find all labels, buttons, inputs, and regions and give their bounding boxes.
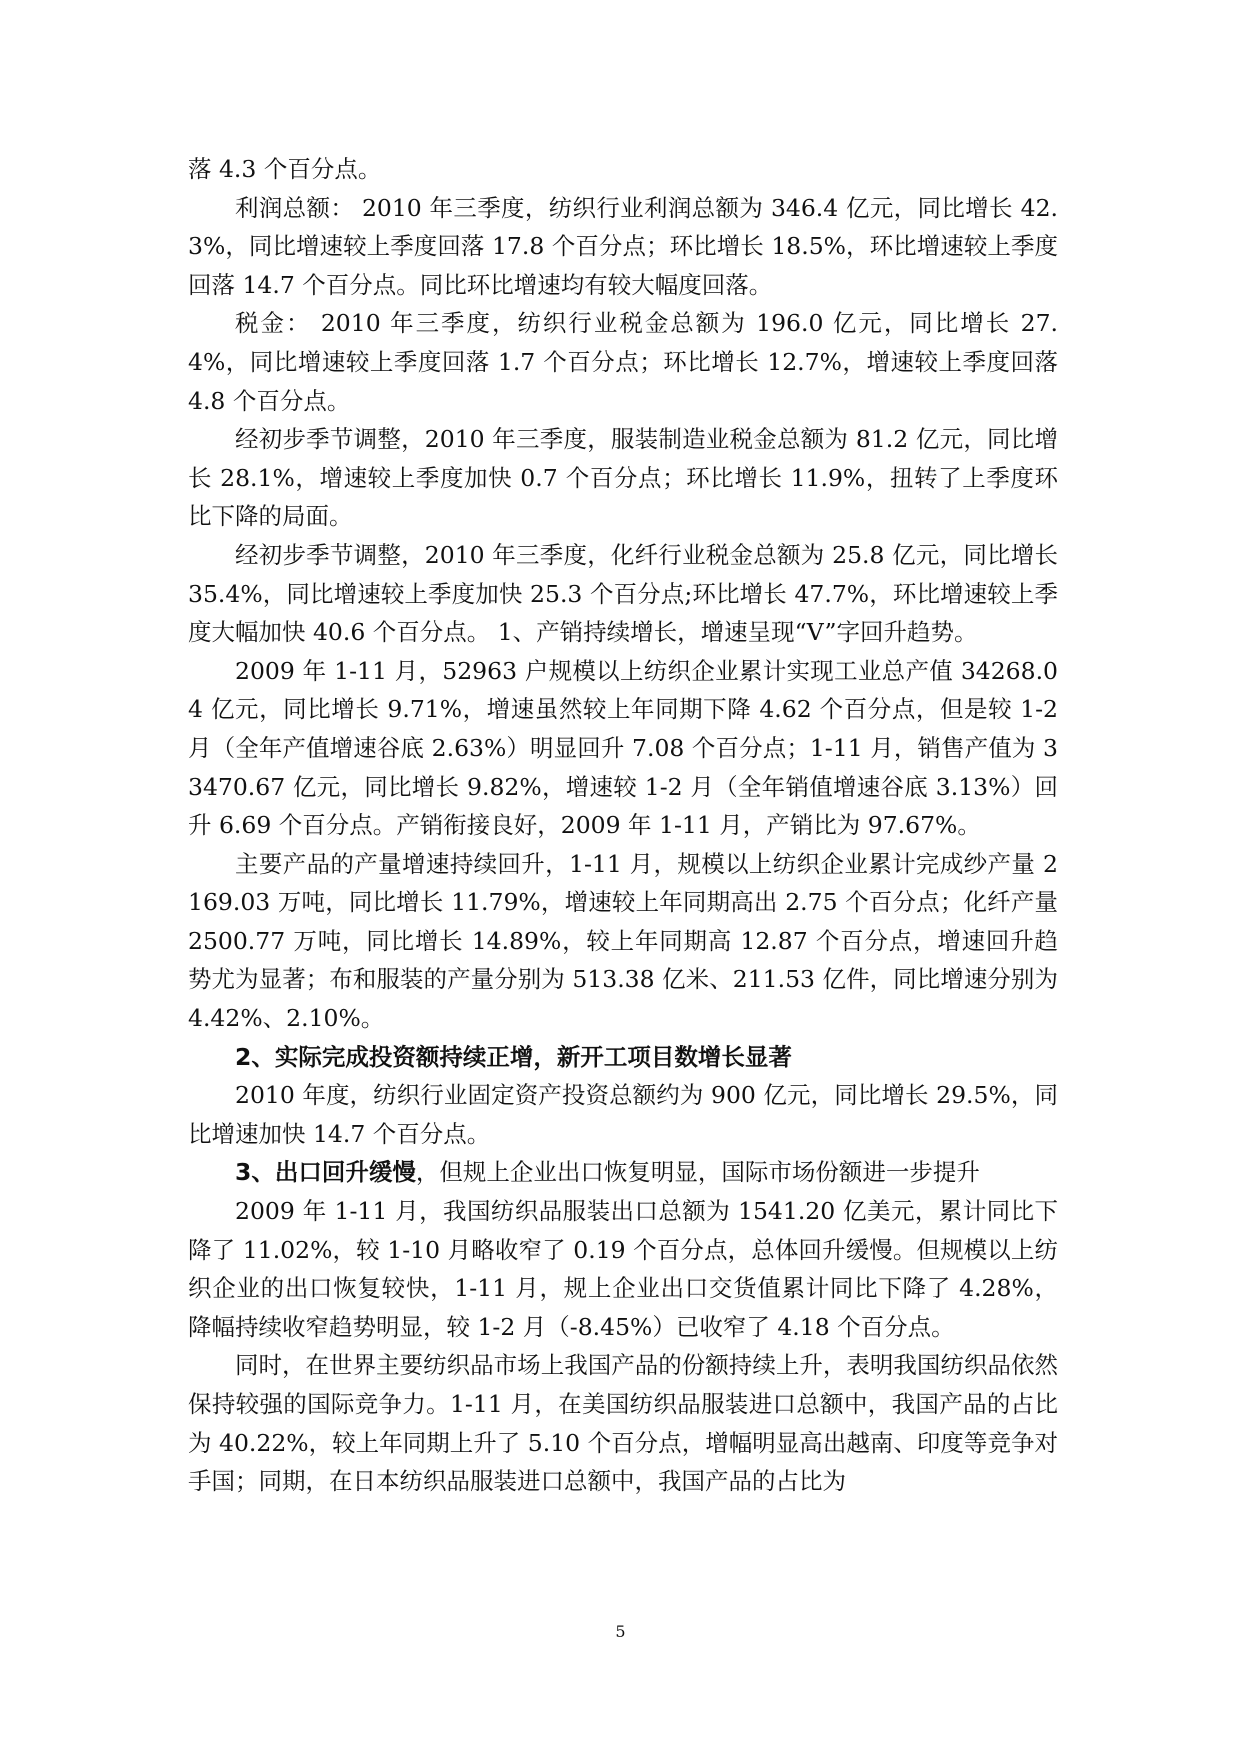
section-heading-export-rest: ，但规上企业出口恢复明显，国际市场份额进一步提升 xyxy=(415,1158,980,1187)
page-number: 5 xyxy=(615,1622,626,1641)
section-heading-export-bold: 3、出口回升缓慢 xyxy=(235,1158,416,1187)
paragraph-profit: 利润总额： 2010 年三季度，纺织行业利润总额为 346.4 亿元，同比增长 42.3%，同比增速较上季度回落 17.8 个百分点；环比增长 18.5%，环比增速较上季度回落 14.7 个百分点。同比环比增速均有较大幅度回落。 xyxy=(188,193,1058,299)
section-heading-export xyxy=(188,1153,1058,1192)
section-heading-investment: 2、实际完成投资额持续正增，新开工项目数增长显著 xyxy=(235,1042,792,1071)
paragraph-market-share: 同时，在世界主要纺织品市场上我国产品的份额持续上升，表明我国纺织品依然保持较强的国际竞争力。1-11 月，在美国纺织品服装进口总额中，我国产品的占比为 40.22%，较上年同期上升了 5.10 个百分点，增幅明显高出越南、印度等竞争对手国；同期，在日本纺织品服装进口总额中，我国产品的占比为 xyxy=(188,1351,1058,1496)
paragraph-continuation: 落 4.3 个百分点。 xyxy=(188,155,382,183)
document-body xyxy=(188,150,1058,1501)
paragraph-apparel-tax: 经初步季节调整，2010 年三季度，服装制造业税金总额为 81.2 亿元，同比增长 28.1%，增速较上季度加快 0.7 个百分点；环比增长 11.9%，扭转了上季度环比下降的局面。 xyxy=(188,425,1058,531)
paragraph-product-output: 主要产品的产量增速持续回升，1-11 月，规模以上纺织企业累计完成纱产量 2169.03 万吨，同比增长 11.79%，增速较上年同期高出 2.75 个百分点；化纤产量 2500.77 万吨，同比增长 14.89%，较上年同期高 12.87 个百分点，增速回升趋势尤为显著；布和服装的产量分别为 513.38 亿米、211.53 亿件，同比增速分别为 4.42%、2.10%。 xyxy=(188,849,1058,1033)
paragraph-tax: 税金： 2010 年三季度，纺织行业税金总额为 196.0 亿元，同比增长 27.4%，同比增速较上季度回落 1.7 个百分点；环比增长 12.7%，增速较上季度回落 4.8 个百分点。 xyxy=(188,309,1058,415)
paragraph-export-total: 2009 年 1-11 月，我国纺织品服装出口总额为 1541.20 亿美元，累计同比下降了 11.02%，较 1-10 月略收窄了 0.19 个百分点，总体回升缓慢。但规模以上纺织企业的出口恢复较快，1-11 月，规上企业出口交货值累计同比下降了 4.28%，降幅持续收窄趋势明显，较 1-2 月（-8.45%）已收窄了 4.18 个百分点。 xyxy=(188,1197,1058,1341)
paragraph-investment: 2010 年度，纺织行业固定资产投资总额约为 900 亿元，同比增长 29.5%，同比增速加快 14.7 个百分点。 xyxy=(188,1081,1058,1148)
paragraph-production-sales: 2009 年 1-11 月，52963 户规模以上纺织企业累计实现工业总产值 34268.04 亿元，同比增长 9.71%，增速虽然较上年同期下降 4.62 个百分点，但是较 1-2 月（全年产值增速谷底 2.63%）明显回升 7.08 个百分点；1-11 月，销售产值为 33470.67 亿元，同比增长 9.82%，增速较 1-2 月（全年销值增速谷底 3.13%）回升 6.69 个百分点。产销衔接良好，2009 年 1-11 月，产销比为 97.67%。 xyxy=(188,656,1058,840)
paragraph-chemical-fiber-tax: 经初步季节调整，2010 年三季度，化纤行业税金总额为 25.8 亿元，同比增长 35.4%，同比增速较上季度加快 25.3 个百分点;环比增长 47.7%，环比增速较上季度大幅加快 40.6 个百分点。 1、产销持续增长，增速呈现“V”字回升趋势。 xyxy=(188,540,1058,647)
